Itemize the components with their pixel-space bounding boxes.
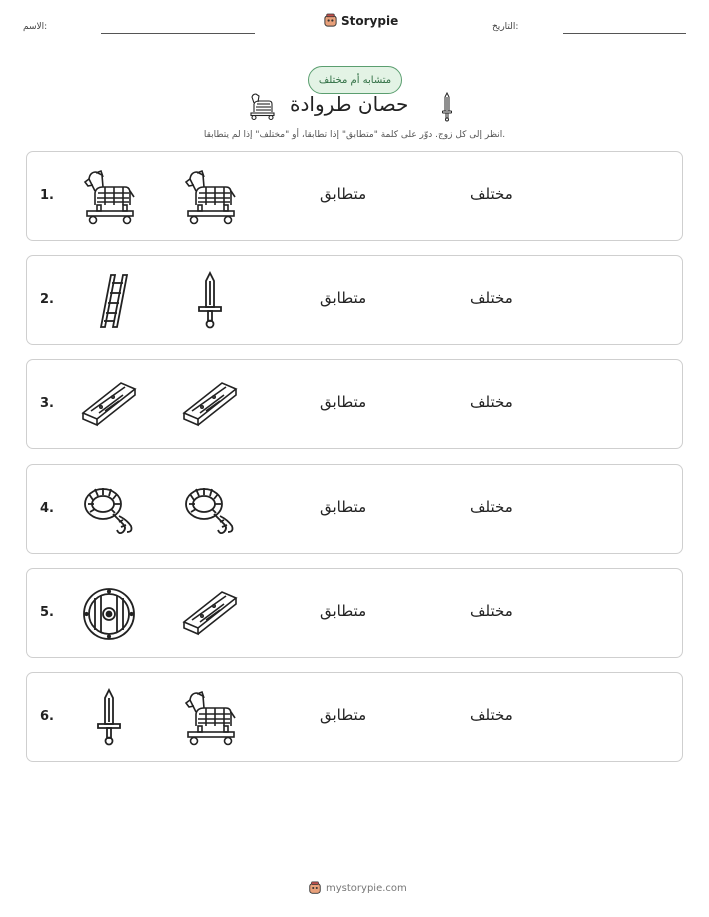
plank-icon <box>180 375 240 435</box>
plank-icon <box>79 375 139 435</box>
storypie-mascot-icon <box>308 881 322 895</box>
different-option[interactable]: مختلف <box>470 498 513 516</box>
same-option[interactable]: متطابق <box>320 393 367 411</box>
activity-badge: متشابه أم مختلف <box>308 66 402 94</box>
horse-icon <box>180 688 240 748</box>
horse-icon <box>180 167 240 227</box>
exercise-card <box>26 255 683 345</box>
rope-icon <box>79 480 139 540</box>
worksheet-title: حصان طروادة <box>290 92 409 116</box>
different-option[interactable]: مختلف <box>470 185 513 203</box>
brand-logo <box>323 13 398 28</box>
same-option[interactable]: متطابق <box>320 498 367 516</box>
item-number: 1. <box>40 188 54 203</box>
date-line[interactable] <box>563 33 686 34</box>
item-number: 2. <box>40 292 54 307</box>
brand-name: Storypie <box>341 13 399 28</box>
different-option[interactable]: مختلف <box>470 706 513 724</box>
same-option[interactable]: متطابق <box>320 289 367 307</box>
same-option[interactable]: متطابق <box>320 185 367 203</box>
ladder-icon <box>79 271 139 331</box>
title-row <box>0 90 709 124</box>
exercise-card <box>26 568 683 658</box>
exercise-card <box>26 151 683 241</box>
footer-url: mystorypie.com <box>326 882 407 894</box>
exercise-card <box>26 359 683 449</box>
exercise-card <box>26 464 683 554</box>
rope-icon <box>180 480 240 540</box>
date-label: التاريخ: <box>492 22 519 32</box>
footer <box>308 881 407 895</box>
same-option[interactable]: متطابق <box>320 706 367 724</box>
name-line[interactable] <box>101 33 255 34</box>
different-option[interactable]: مختلف <box>470 602 513 620</box>
item-number: 6. <box>40 709 54 724</box>
shield-icon <box>79 584 139 644</box>
sword-icon <box>79 688 139 748</box>
horse-icon <box>247 91 277 123</box>
item-number: 3. <box>40 396 54 411</box>
horse-icon <box>79 167 139 227</box>
storypie-mascot-icon <box>323 13 338 28</box>
same-option[interactable]: متطابق <box>320 602 367 620</box>
plank-icon <box>180 584 240 644</box>
instructions: انظر إلى كل زوج. دوّر على كلمة "متطابق" إذا تطابقا، أو "مختلف" إذا لم يتطابقا. <box>203 130 506 140</box>
sword-icon <box>180 271 240 331</box>
item-number: 4. <box>40 501 54 516</box>
item-number: 5. <box>40 605 54 620</box>
different-option[interactable]: مختلف <box>470 393 513 411</box>
different-option[interactable]: مختلف <box>470 289 513 307</box>
sword-icon <box>440 92 454 122</box>
name-label: الاسم: <box>23 22 48 32</box>
exercise-card <box>26 672 683 762</box>
